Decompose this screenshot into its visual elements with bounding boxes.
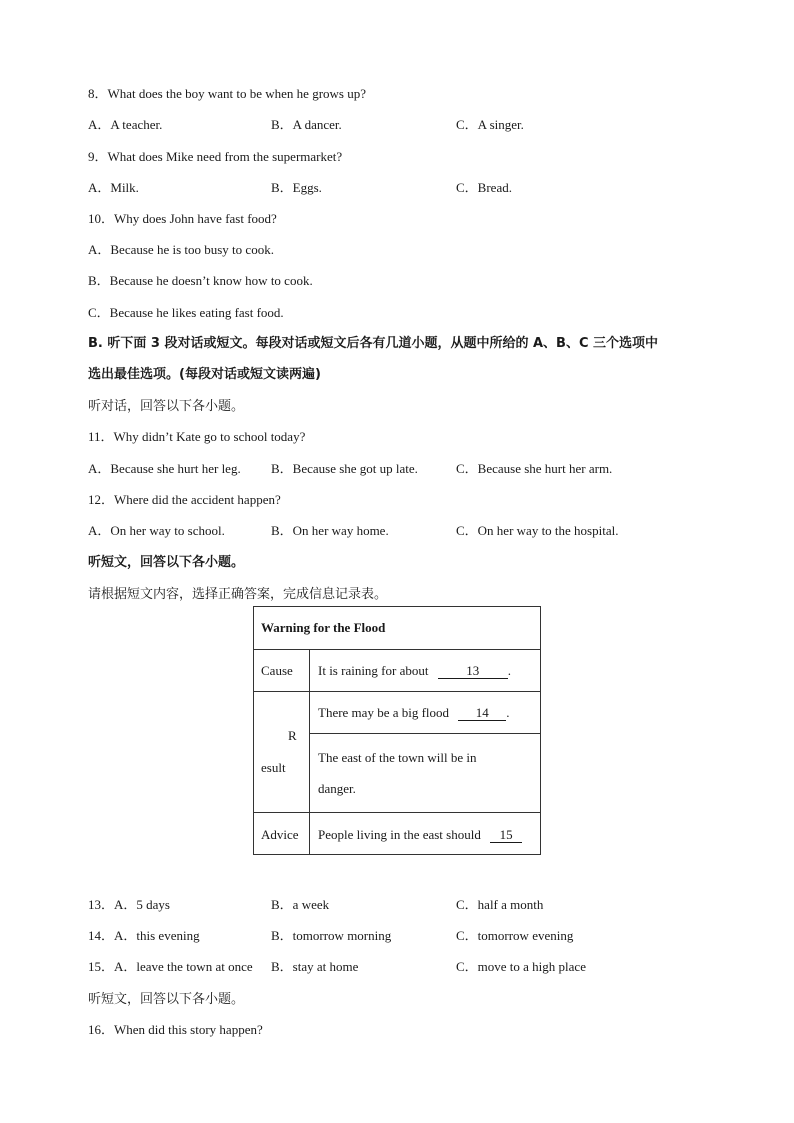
q10-option-a: A．Because he is too busy to cook. xyxy=(88,242,274,257)
q15-option-c: C．move to a high place xyxy=(456,959,586,974)
section-b-instructions-line2: 选出最佳选项。(每段对话或短文读两遍) xyxy=(88,367,321,382)
question-13-option-a: 13．A．5 days xyxy=(88,897,170,912)
question-16: 16．When did this story happen? xyxy=(88,1022,263,1037)
table-intro: 请根据短文内容，选择正确答案，完成信息记录表。 xyxy=(88,587,388,602)
q13-option-b: B．a week xyxy=(271,897,330,912)
blank-15: 15 xyxy=(490,828,522,843)
q11-option-c: C．Because she hurt her arm. xyxy=(456,461,613,476)
question-15-option-a: 15．A．leave the town at once xyxy=(88,959,253,974)
passage-intro-2: 听短文，回答以下各小题。 xyxy=(88,992,245,1007)
q9-option-b: B．Eggs. xyxy=(271,180,322,195)
q12-option-b: B．On her way home. xyxy=(271,523,389,538)
q15-option-b: B．stay at home xyxy=(271,959,359,974)
question-9: 9．What does Mike need from the supermarket? xyxy=(88,149,343,164)
blank-14: 14 xyxy=(458,706,506,721)
q8-option-a: A．A teacher. xyxy=(88,117,163,132)
q10-option-c: C．Because he likes eating fast food. xyxy=(88,305,284,320)
question-11: 11．Why didn’t Kate go to school today? xyxy=(88,429,306,444)
result-label-part2: esult xyxy=(261,760,286,775)
section-b-instructions-line1: B. 听下面 3 段对话或短文。每段对话或短文后各有几道小题，从题中所给的 A、B、C 三个选项中 xyxy=(88,336,659,351)
blank-13: 13 xyxy=(438,664,508,679)
result-text-2b: danger. xyxy=(318,781,356,796)
q13-option-c: C．half a month xyxy=(456,897,544,912)
advice-cell xyxy=(318,827,522,843)
table-title: Warning for the Flood xyxy=(261,620,386,635)
question-8: 8．What does the boy want to be when he grows up? xyxy=(88,86,366,101)
result-label-part1: R xyxy=(288,728,297,743)
passage-intro: 听短文，回答以下各小题。 xyxy=(88,555,245,570)
question-12: 12．Where did the accident happen? xyxy=(88,492,281,507)
q9-option-c: C．Bread. xyxy=(456,180,512,195)
result-text-2a: The east of the town will be in xyxy=(318,750,477,765)
dialog-intro: 听对话，回答以下各小题。 xyxy=(88,399,245,414)
q8-option-c: C．A singer. xyxy=(456,117,524,132)
q8-option-b: B．A dancer. xyxy=(271,117,342,132)
q14-option-c: C．tomorrow evening xyxy=(456,928,574,943)
question-14-option-a: 14．A．this evening xyxy=(88,928,200,943)
q11-option-b: B．Because she got up late. xyxy=(271,461,418,476)
flood-info-table xyxy=(253,606,541,855)
q9-option-a: A．Milk. xyxy=(88,180,139,195)
q14-option-b: B．tomorrow morning xyxy=(271,928,392,943)
cause-label: Cause xyxy=(261,663,293,678)
q11-option-a: A．Because she hurt her leg. xyxy=(88,461,241,476)
result-text-1: There may be a big flood xyxy=(318,705,450,720)
cause-text: It is raining for about xyxy=(318,663,429,678)
advice-text: People living in the east should xyxy=(318,827,481,842)
cause-cell: It is raining for about 13 . xyxy=(318,663,511,678)
q10-option-b: B．Because he doesn’t know how to cook. xyxy=(88,273,313,288)
question-10: 10．Why does John have fast food? xyxy=(88,211,277,226)
q12-option-c: C．On her way to the hospital. xyxy=(456,523,619,538)
q12-option-a: A．On her way to school. xyxy=(88,523,225,538)
result-cell-1: There may be a big flood 14 . xyxy=(318,705,510,720)
advice-label: Advice xyxy=(261,827,299,842)
